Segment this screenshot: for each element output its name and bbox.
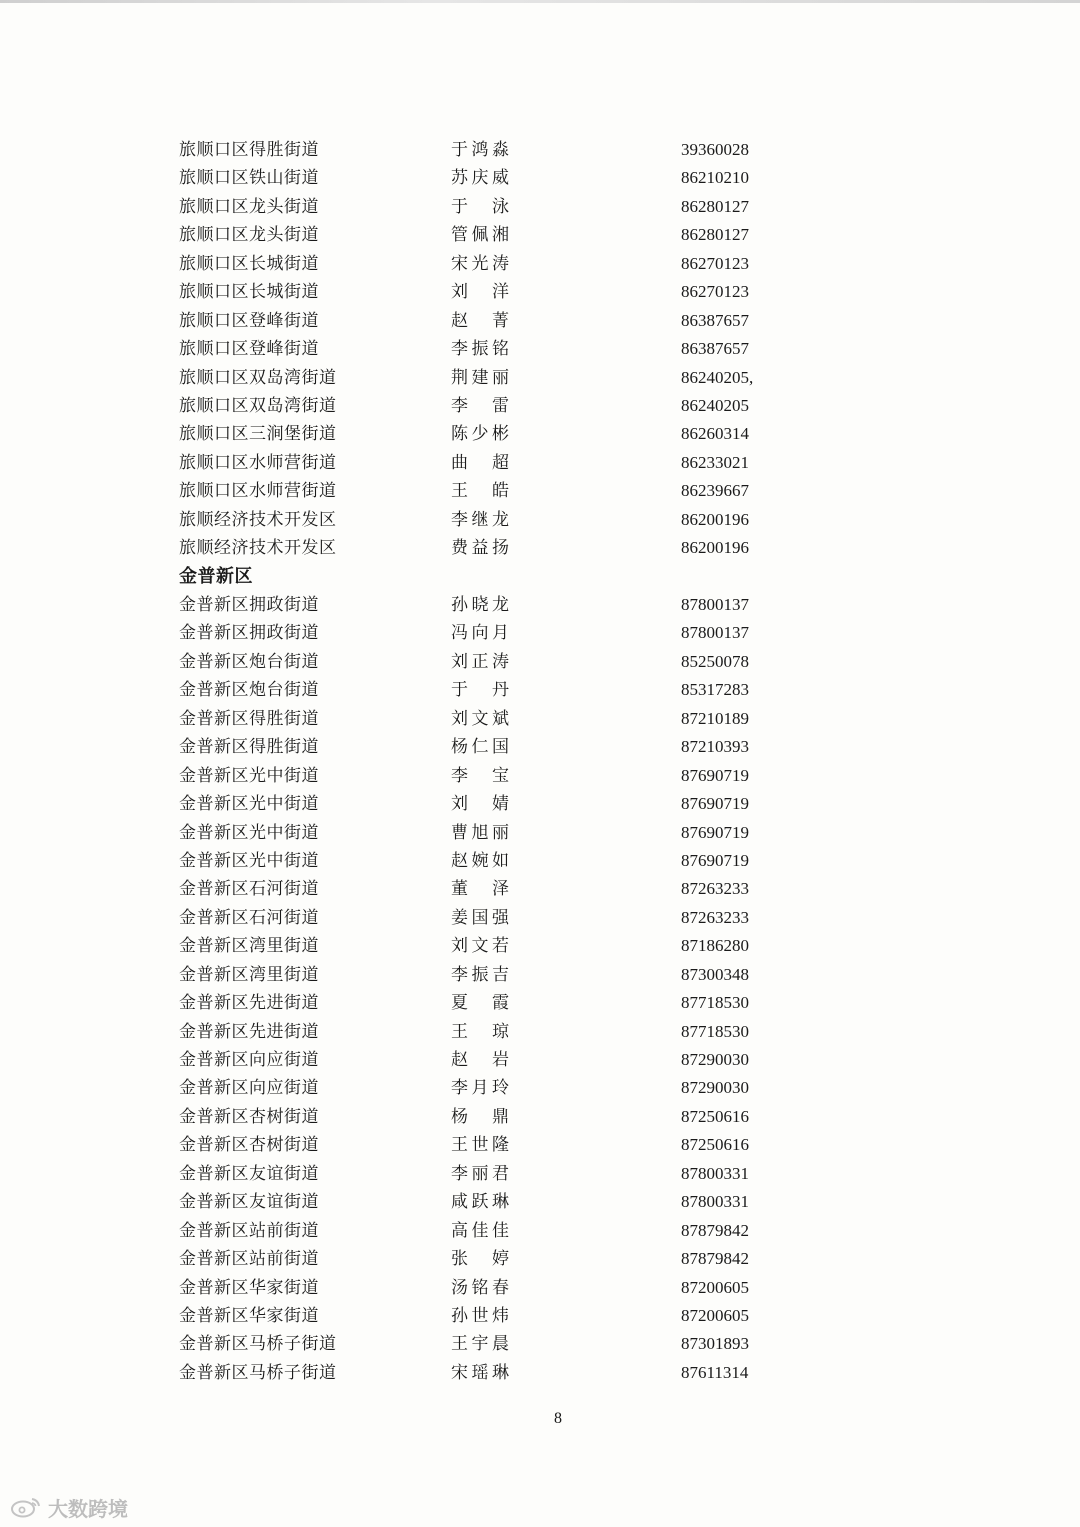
- contact-name: 于 丹: [451, 680, 509, 701]
- phone-number: 87800331: [681, 1192, 749, 1212]
- phone-number: 86240205: [681, 395, 749, 415]
- phone-number: 86233021: [681, 452, 749, 472]
- unit-name: 金普新区得胜街道: [179, 737, 319, 758]
- contact-name: 王宇晨: [451, 1334, 509, 1355]
- contact-name: 苏庆威: [451, 168, 509, 189]
- phone-number: 87200605: [681, 1305, 749, 1325]
- phone-number: 87263233: [681, 879, 749, 899]
- contact-row: [0, 1188, 1080, 1216]
- contact-list: [0, 136, 1080, 1387]
- contact-row: [0, 961, 1080, 989]
- unit-name: 金普新区华家街道: [179, 1305, 319, 1326]
- phone-number: 87210189: [681, 708, 749, 728]
- phone-number: 87200605: [681, 1277, 749, 1297]
- contact-row: [0, 1131, 1080, 1159]
- contact-name: 咸跃琳: [451, 1192, 509, 1213]
- contact-name: 夏 霞: [451, 993, 509, 1014]
- unit-name: 金普新区马桥子街道: [179, 1334, 337, 1355]
- unit-name: 金普新区光中街道: [179, 765, 319, 786]
- phone-number: 86260314: [681, 424, 749, 444]
- unit-name: 旅顺口区龙头街道: [179, 196, 319, 217]
- unit-name: 金普新区炮台街道: [179, 651, 319, 672]
- contact-row: [0, 1245, 1080, 1273]
- watermark: [10, 1494, 128, 1520]
- phone-number: 86270123: [681, 282, 749, 302]
- contact-name: 汤铭春: [451, 1277, 509, 1298]
- contact-name: 冯向月: [451, 623, 509, 644]
- contact-name: 李振铭: [451, 339, 509, 360]
- section-header: [0, 563, 1080, 591]
- contact-row: [0, 932, 1080, 960]
- phone-number: 87250616: [681, 1106, 749, 1126]
- contact-row: [0, 221, 1080, 249]
- phone-number: 87800137: [681, 595, 749, 614]
- contact-name: 刘 洋: [451, 282, 509, 303]
- unit-name: 旅顺口区双岛湾街道: [179, 395, 337, 416]
- contact-row: [0, 1160, 1080, 1188]
- phone-number: 87210393: [681, 737, 749, 757]
- phone-number: 87718530: [681, 1021, 749, 1041]
- contact-row: [0, 648, 1080, 676]
- contact-name: 李振吉: [451, 964, 509, 985]
- phone-number: 86280127: [681, 196, 749, 216]
- contact-row: [0, 875, 1080, 903]
- unit-name: 金普新区站前街道: [179, 1220, 319, 1241]
- phone-number: 86387657: [681, 339, 749, 359]
- contact-row: [0, 591, 1080, 619]
- unit-name: 金普新区石河街道: [179, 879, 319, 900]
- contact-row: [0, 477, 1080, 505]
- contact-row: [0, 762, 1080, 790]
- contact-name: 刘文斌: [451, 708, 509, 729]
- contact-name: 杨仁国: [451, 737, 509, 758]
- unit-name: 金普新区华家街道: [179, 1277, 319, 1298]
- contact-name: 张 婷: [451, 1249, 509, 1270]
- phone-number: 87611314: [681, 1362, 749, 1382]
- phone-number: 86280127: [681, 225, 749, 245]
- contact-row: [0, 1018, 1080, 1046]
- contact-name: 于 泳: [451, 196, 509, 217]
- contact-name: 刘文若: [451, 936, 509, 957]
- contact-name: 费益扬: [451, 538, 509, 559]
- phone-number: 39360028: [681, 140, 749, 159]
- contact-name: 曲 超: [451, 452, 509, 473]
- unit-name: 金普新区友谊街道: [179, 1192, 319, 1213]
- contact-row: [0, 676, 1080, 704]
- unit-name: 金普新区石河街道: [179, 907, 319, 928]
- unit-name: 旅顺口区水师营街道: [179, 452, 337, 473]
- contact-name: 刘正涛: [451, 651, 509, 672]
- unit-name: 金普新区先进街道: [179, 993, 319, 1014]
- unit-name: 旅顺口区龙头街道: [179, 225, 319, 246]
- phone-number: 87690719: [681, 850, 749, 870]
- phone-number: 87800137: [681, 623, 749, 643]
- phone-number: 86200196: [681, 509, 749, 529]
- unit-name: 旅顺经济技术开发区: [179, 509, 337, 530]
- phone-number: 87718530: [681, 993, 749, 1013]
- unit-name: 旅顺口区三涧堡街道: [179, 424, 337, 445]
- contact-name: 于鸿淼: [451, 140, 509, 160]
- contact-name: 宋瑶琳: [451, 1362, 509, 1383]
- unit-name: 金普新区湾里街道: [179, 936, 319, 957]
- phone-number: 87690719: [681, 765, 749, 785]
- unit-name: 金普新区湾里街道: [179, 964, 319, 985]
- contact-name: 管佩湘: [451, 225, 509, 246]
- contact-row: [0, 278, 1080, 306]
- contact-name: 赵婉如: [451, 850, 509, 871]
- contact-row: [0, 506, 1080, 534]
- contact-name: 李 宝: [451, 765, 509, 786]
- unit-name: 金普新区光中街道: [179, 850, 319, 871]
- contact-row: [0, 1074, 1080, 1102]
- contact-name: 董 泽: [451, 879, 509, 900]
- contact-name: 赵 菁: [451, 310, 509, 331]
- phone-number: 86387657: [681, 310, 749, 330]
- contact-row: [0, 364, 1080, 392]
- unit-name: 金普新区站前街道: [179, 1249, 319, 1270]
- contact-row: [0, 619, 1080, 647]
- contact-name: 姜国强: [451, 907, 509, 928]
- phone-number: 87250616: [681, 1135, 749, 1155]
- contact-row: [0, 392, 1080, 420]
- contact-name: 王世隆: [451, 1135, 509, 1156]
- phone-number: 85250078: [681, 651, 749, 671]
- unit-name: 金普新区光中街道: [179, 822, 319, 843]
- phone-number: 87186280: [681, 936, 749, 956]
- contact-name: 李月玲: [451, 1078, 509, 1099]
- unit-name: 旅顺口区得胜街道: [179, 140, 319, 160]
- phone-number: 87290030: [681, 1050, 749, 1069]
- contact-name: 李继龙: [451, 509, 509, 530]
- contact-name: 王 皓: [451, 481, 509, 502]
- unit-name: 旅顺口区长城街道: [179, 253, 319, 274]
- contact-row: [0, 989, 1080, 1017]
- phone-number: 87690719: [681, 794, 749, 814]
- contact-row: [0, 420, 1080, 448]
- contact-row: [0, 1103, 1080, 1131]
- unit-name: 旅顺口区长城街道: [179, 282, 319, 303]
- unit-name: 旅顺口区铁山街道: [179, 168, 319, 189]
- contact-row: [0, 705, 1080, 733]
- contact-row: [0, 1302, 1080, 1330]
- phone-number: 87800331: [681, 1163, 749, 1183]
- contact-name: 宋光涛: [451, 253, 509, 274]
- contact-row: [0, 1046, 1080, 1074]
- contact-row: [0, 904, 1080, 932]
- contact-name: 荆建丽: [451, 367, 509, 388]
- unit-name: 金普新区得胜街道: [179, 708, 319, 729]
- contact-row: [0, 250, 1080, 278]
- unit-name: 金普新区向应街道: [179, 1078, 319, 1099]
- unit-name: 金普新区杏树街道: [179, 1135, 319, 1156]
- phone-number: 86270123: [681, 253, 749, 273]
- contact-name: 王 琼: [451, 1021, 509, 1042]
- scan-top-edge: [0, 0, 1080, 3]
- phone-number: 86210210: [681, 168, 749, 188]
- contact-row: [0, 733, 1080, 761]
- watermark-text: 大数跨境: [48, 1496, 128, 1521]
- unit-name: 金普新区拥政街道: [179, 623, 319, 644]
- contact-row: [0, 1330, 1080, 1358]
- contact-name: 刘 婧: [451, 794, 509, 815]
- contact-name: 孙世炜: [451, 1305, 509, 1326]
- unit-name: 金普新区杏树街道: [179, 1106, 319, 1127]
- contact-name: 李 雷: [451, 395, 509, 416]
- contact-name: 曹旭丽: [451, 822, 509, 843]
- phone-number: 86239667: [681, 481, 749, 501]
- contact-name: 孙晓龙: [451, 595, 509, 615]
- phone-number: 87690719: [681, 822, 749, 842]
- unit-name: 旅顺口区登峰街道: [179, 339, 319, 360]
- phone-number: 87300348: [681, 964, 749, 984]
- unit-name: 金普新区拥政街道: [179, 595, 319, 615]
- contact-row: [0, 136, 1080, 164]
- contact-row: [0, 449, 1080, 477]
- contact-name: 赵 岩: [451, 1050, 509, 1070]
- unit-name: 金普新区先进街道: [179, 1021, 319, 1042]
- unit-name: 旅顺口区水师营街道: [179, 481, 337, 502]
- unit-name: 金普新区友谊街道: [179, 1163, 319, 1184]
- unit-name: 金普新区向应街道: [179, 1050, 319, 1070]
- contact-row: [0, 1274, 1080, 1302]
- weibo-logo-icon: [10, 1496, 42, 1518]
- contact-row: [0, 193, 1080, 221]
- contact-row: [0, 819, 1080, 847]
- contact-row: [0, 335, 1080, 363]
- unit-name: 金普新区光中街道: [179, 794, 319, 815]
- unit-name: 旅顺口区登峰街道: [179, 310, 319, 331]
- section-title: 金普新区: [179, 565, 253, 587]
- contact-name: 陈少彬: [451, 424, 509, 445]
- contact-row: [0, 1217, 1080, 1245]
- phone-number: 86200196: [681, 538, 749, 558]
- contact-row: [0, 790, 1080, 818]
- unit-name: 旅顺口区双岛湾街道: [179, 367, 337, 388]
- contact-row: [0, 164, 1080, 192]
- unit-name: 金普新区炮台街道: [179, 680, 319, 701]
- phone-number: 87301893: [681, 1334, 749, 1354]
- contact-name: 高佳佳: [451, 1220, 509, 1241]
- phone-number: 87879842: [681, 1220, 749, 1240]
- contact-row: [0, 847, 1080, 875]
- phone-number: 87290030: [681, 1078, 749, 1098]
- unit-name: 旅顺经济技术开发区: [179, 538, 337, 559]
- contact-name: 杨 鼎: [451, 1106, 509, 1127]
- contact-row: [0, 1359, 1080, 1387]
- phone-number: 86240205,: [681, 367, 754, 387]
- phone-number: 85317283: [681, 680, 749, 700]
- page-number: 8: [554, 1410, 562, 1427]
- contact-name: 李丽君: [451, 1163, 509, 1184]
- phone-number: 87879842: [681, 1249, 749, 1269]
- contact-row: [0, 307, 1080, 335]
- phone-number: 87263233: [681, 907, 749, 927]
- contact-row: [0, 534, 1080, 562]
- unit-name: 金普新区马桥子街道: [179, 1362, 337, 1383]
